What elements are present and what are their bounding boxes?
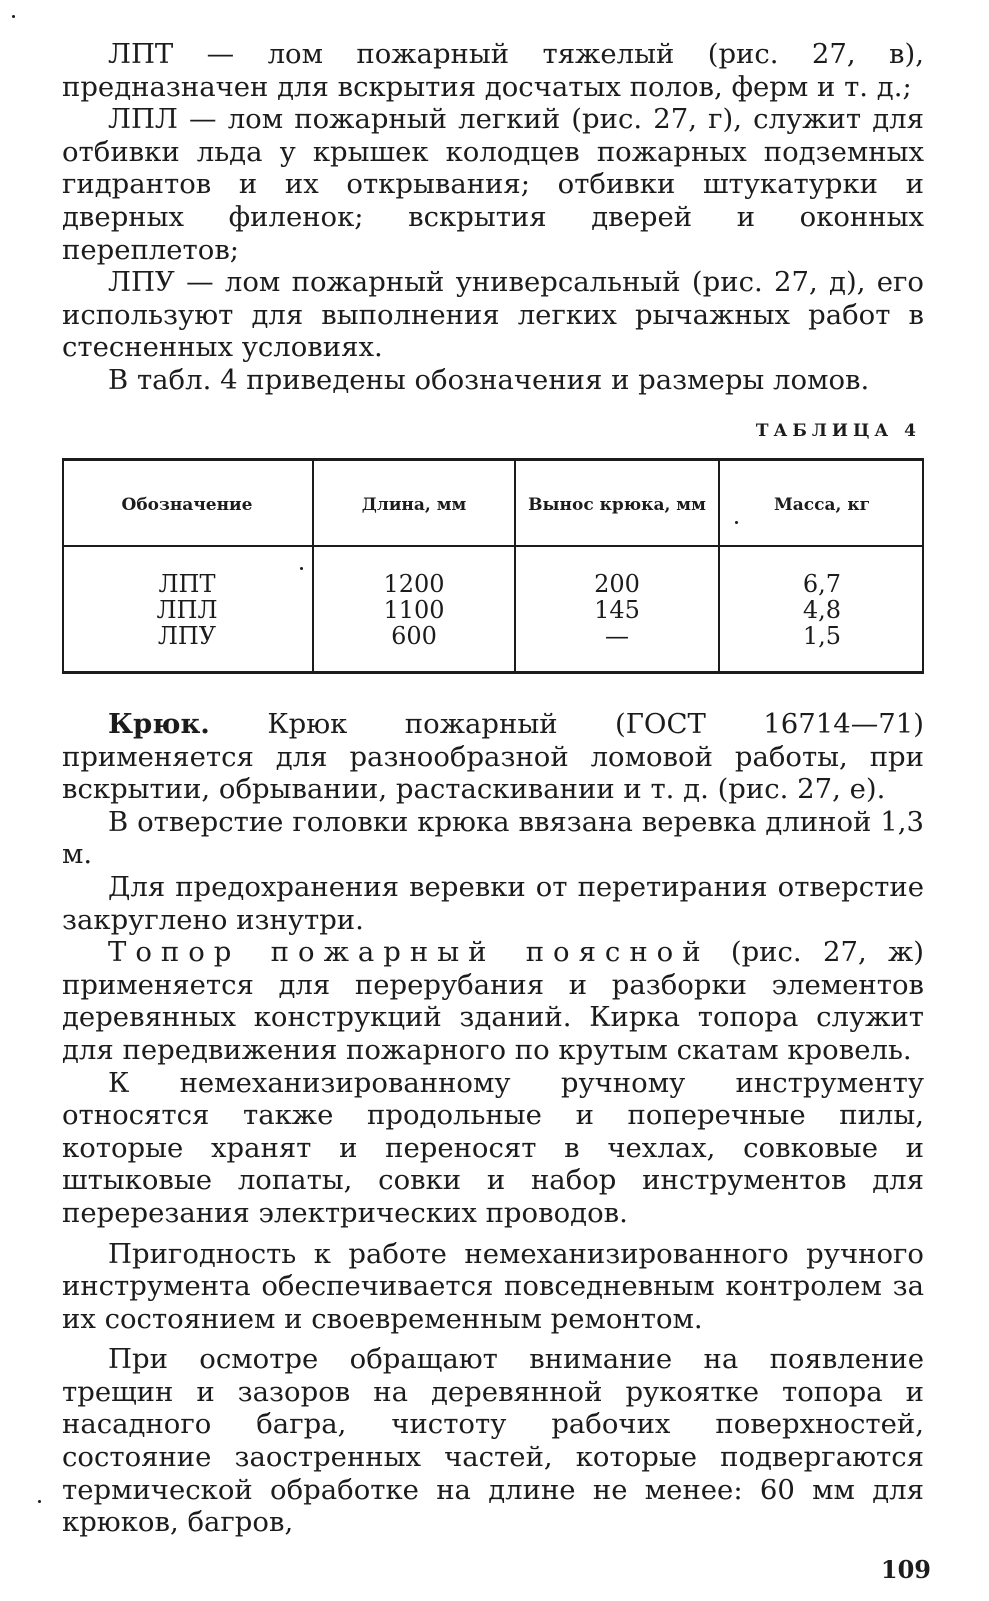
hook-text: Крюк пожарный (ГОСТ 16714—71) применяется для разнообразной ломовой работы, при вскрытии, обрывании, растаскивании и т. д. (рис. 27, е). bbox=[62, 708, 924, 806]
table-column-hook-reach: 200 145 — bbox=[594, 570, 640, 650]
scan-speck bbox=[735, 521, 738, 524]
table-header-rule bbox=[62, 545, 924, 547]
text-block-top bbox=[62, 38, 924, 397]
paragraph-table-ref: В табл. 4 приведены обозначения и размеры ломов. bbox=[108, 363, 870, 396]
paragraph-lpt: ЛПТ — лом пожарный тяжелый (рис. 27, в), предназначен для вскрытия досчатых полов, ферм и т. д.; bbox=[62, 38, 924, 103]
axe-text: (рис. 27, ж) применяется для перерубания и разборки элементов деревянных конструкций зданий. Кирка топора служит для передвижения пожарного по крутым скатам кровель. bbox=[62, 936, 925, 1066]
paragraph-hook bbox=[62, 708, 924, 806]
text-block-bottom bbox=[62, 708, 924, 1539]
paragraph-rope: В отверстие головки крюка ввязана веревка длиной 1,3 м. bbox=[62, 805, 924, 871]
table-header-length: Длина, мм bbox=[361, 495, 467, 515]
scan-speck bbox=[12, 15, 15, 18]
axe-lead: Топор пожарный поясной bbox=[108, 936, 710, 969]
paragraph-lpl: ЛПЛ — лом пожарный легкий (рис. 27, г), служит для отбивки льда у крышек колодцев пожарных подземных гидрантов и их открывания; отбивки штукатурки и дверных филенок; вскрытия дверей и оконных переплетов; bbox=[62, 103, 924, 266]
paragraph-lpu: ЛПУ — лом пожарный универсальный (рис. 27, д), его используют для выполнения легких рычажных работ в стесненных условиях. bbox=[62, 266, 924, 364]
paragraph-axe bbox=[62, 936, 924, 1066]
paragraph-opening: Для предохранения веревки от перетирания отверстие закруглено изнутри. bbox=[62, 870, 924, 936]
paragraph-readiness: Пригодность к работе немеханизированного ручного инструмента обеспечивается повседневным контролем за их состоянием и своевременным ремонтом. bbox=[62, 1237, 924, 1335]
table-column-mass: 6,7 4,8 1,5 bbox=[802, 570, 842, 650]
crowbar-table bbox=[62, 458, 924, 674]
scan-speck bbox=[38, 1500, 41, 1503]
table-header-designation: Обозначение bbox=[121, 495, 253, 515]
table-caption: ТАБЛИЦА 4 bbox=[755, 421, 921, 441]
table-header-mass: Масса, кг bbox=[773, 495, 871, 515]
table-column-length: 1200 1100 600 bbox=[383, 570, 445, 650]
page-number: 109 bbox=[880, 1555, 931, 1584]
paragraph-inspection: При осмотре обращают внимание на появление трещин и зазоров на деревянной рукоятке топора и насадного багра, чистоту рабочих поверхностей, состояние заостренных частей, которые подвергаются термической обработке на длине не менее: 60 мм для крюков, багров, bbox=[62, 1343, 924, 1539]
scan-speck bbox=[300, 567, 303, 570]
table-header-hook-reach: Вынос крюка, мм bbox=[528, 495, 706, 515]
paragraph-tools: К немеханизированному ручному инструменту относятся также продольные и поперечные пилы, которые хранят и переносят в чехлах, совковые и штыковые лопаты, совки и набор инструментов для перерезания электрических проводов. bbox=[62, 1066, 924, 1229]
hook-lead: Крюк. bbox=[108, 708, 210, 740]
table-column-designation: ЛПТ ЛПЛ ЛПУ bbox=[156, 570, 218, 650]
